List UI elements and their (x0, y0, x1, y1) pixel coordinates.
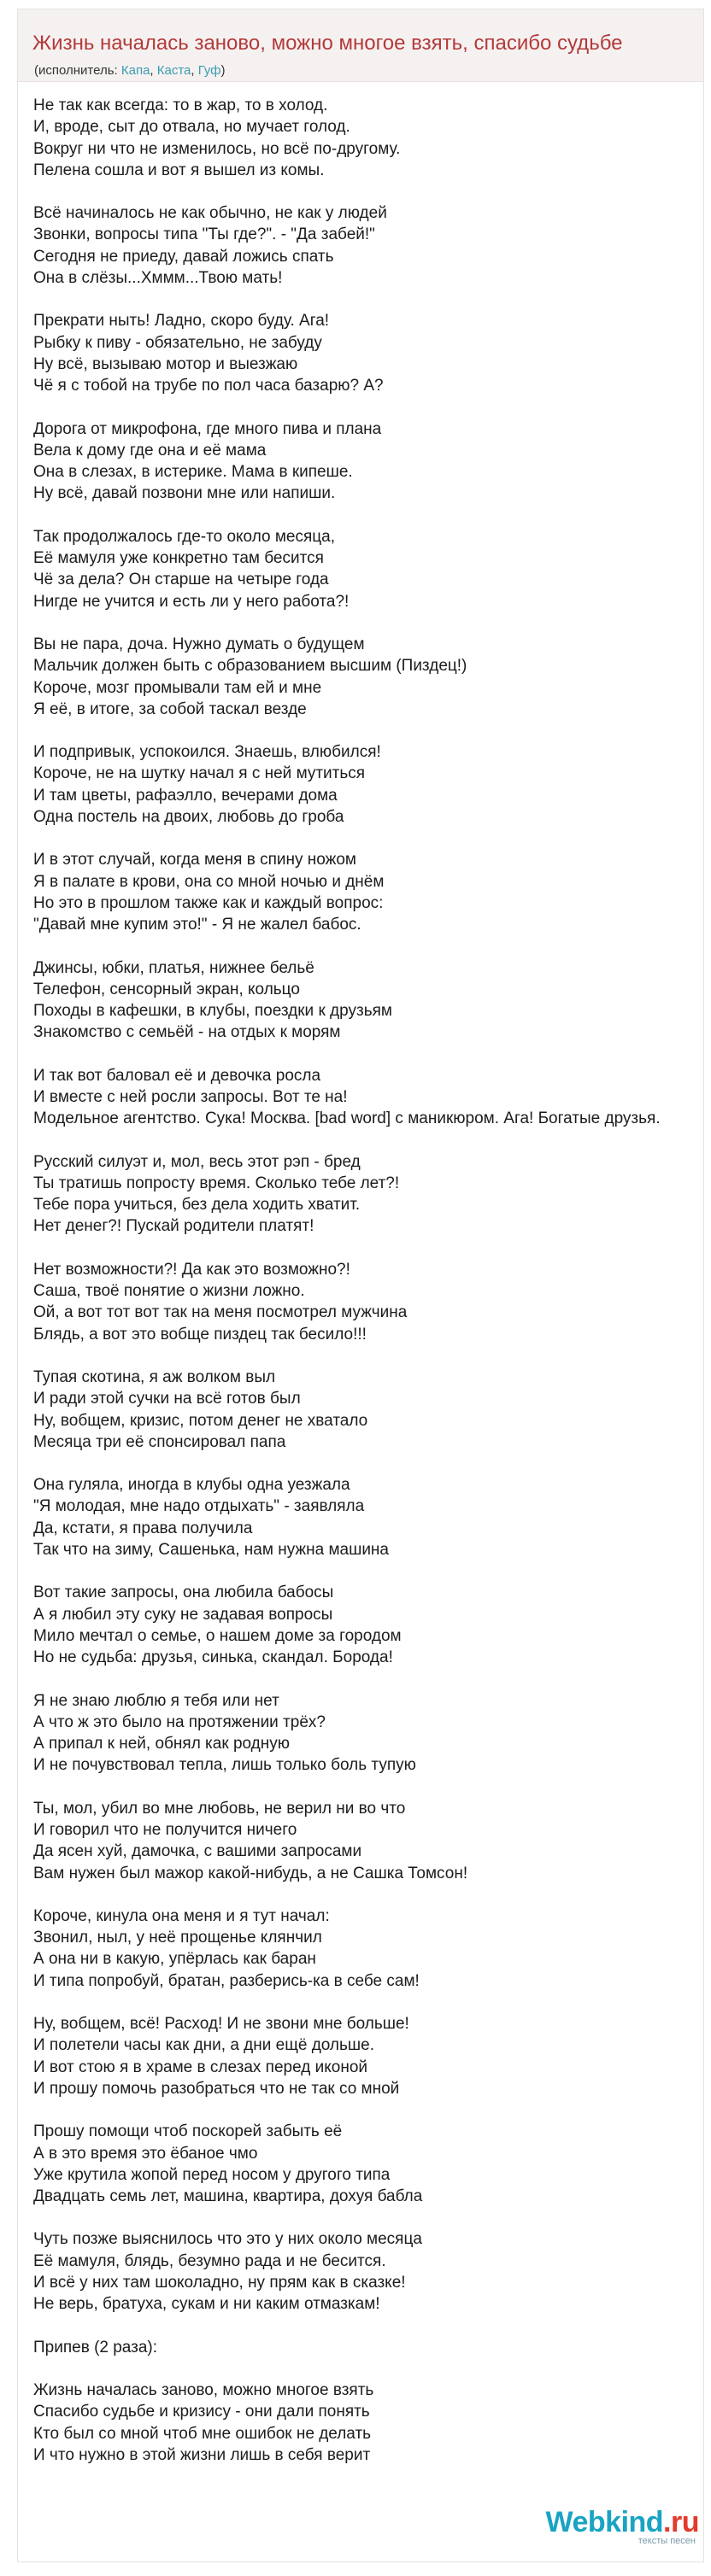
lyric-line: Блядь, а вот это вобще пиздец так бесило!!! (33, 1325, 367, 1344)
lyric-line: А в это время это ёбаное чмо (33, 2144, 258, 2163)
lyric-line: И ради этой сучки на всё готов был (33, 1390, 301, 1408)
lyric-line: Короче, кинула она меня и я тут начал: (33, 1906, 330, 1925)
lyric-line: Вот такие запросы, она любила бабосы (33, 1584, 334, 1602)
lyric-line: Русский силуэт и, мол, весь этот рэп - бред (33, 1152, 361, 1171)
lyric-line: Её мамуля, блядь, безумно рада и не бесится. (33, 2251, 386, 2270)
lyrics-stanza (33, 95, 708, 181)
lyric-line: И всё у них там шоколадно, ну прям как в сказке! (33, 2274, 406, 2292)
lyrics-stanza (33, 1906, 708, 1992)
lyric-line: Я её, в итоге, за собой таскал везде (33, 700, 307, 718)
lyrics-stanza (33, 1690, 708, 1777)
lyrics-stanza (33, 2121, 708, 2207)
logo-name: Webkind (545, 2506, 664, 2538)
lyrics-stanza (33, 1798, 708, 1884)
lyrics-stanza (33, 202, 708, 289)
lyric-line: И там цветы, рафаэлло, вечерами дома (33, 786, 338, 805)
lyrics-stanza (33, 419, 708, 505)
lyric-line: Вела к дому где она и её мама (33, 441, 267, 460)
lyric-line: Одна постель на двоих, любовь до гроба (33, 808, 344, 827)
logo-tld: .ru (663, 2506, 699, 2538)
song-header (18, 9, 703, 82)
lyric-line: Ну всё, давай позвони мне или напиши. (33, 484, 336, 503)
lyrics-stanza (33, 634, 708, 720)
lyric-line: Знакомство с семьёй - на отдых к морям (33, 1023, 341, 1042)
lyric-line: Её мамуля уже конкретно там бесится (33, 549, 324, 568)
lyric-line: Не так как всегда: то в жар, то в холод. (33, 97, 328, 114)
lyric-line: Чуть позже выяснилось что это у них около месяца (33, 2230, 422, 2249)
lyric-line: Но не судьба: друзья, синька, скандал. Борода! (33, 1648, 393, 1667)
lyric-line: Так продолжалось где-то около месяца, (33, 527, 335, 546)
lyric-line: Прекрати ныть! Ладно, скоро буду. Ага! (33, 312, 330, 331)
lyrics-stanza (33, 849, 708, 935)
lyric-line: Но это в прошлом также как и каждый вопрос: (33, 893, 384, 912)
lyrics-text (33, 95, 708, 2487)
lyric-line: Тупая скотина, я аж волком выл (33, 1367, 276, 1386)
lyrics-stanza (33, 1367, 708, 1453)
lyric-line: И, вроде, сыт до отвала, но мучает голод. (33, 118, 350, 137)
lyric-line: И не почувствовал тепла, лишь только боль тупую (33, 1756, 416, 1775)
lyric-line: И полетели часы как дни, а дни ещё дольше. (33, 2036, 375, 2055)
lyric-line: Чё за дела? Он старше на четыре года (33, 571, 329, 589)
lyric-line: Рыбку к пиву - обязательно, не забуду (33, 333, 322, 352)
lyric-line: А припал к ней, обнял как родную (33, 1735, 290, 1753)
logo-wordmark (546, 2506, 700, 2539)
lyrics-page (17, 9, 704, 2562)
lyric-line: А что ж это было на протяжении трёх? (33, 1712, 326, 1731)
lyric-line: Ой, а вот тот вот так на меня посмотрел мужчина (33, 1303, 408, 1322)
performer-link-kapa[interactable]: Капа (120, 63, 150, 78)
lyric-line: Она в слёзы...Хммм...Твою мать! (33, 269, 283, 288)
lyric-line: И так вот баловал её и девочка росла (33, 1066, 321, 1085)
lyric-line: Короче, мозг промывали там ей и мне (33, 678, 322, 697)
lyric-line: Ну, вобщем, всё! Расход! И не звони мне больше! (33, 2015, 409, 2034)
lyric-line: И подпривык, успокоился. Знаешь, влюбился! (33, 743, 381, 762)
lyric-line: Тебе пора учиться, без дела ходить хватит. (33, 1196, 361, 1215)
lyric-line: И вместе с ней росли запросы. Вот те на! (33, 1087, 348, 1106)
lyric-line: "Давай мне купим это!" - Я не жалел бабос. (33, 916, 361, 934)
lyric-line: Так что на зиму, Сашенька, нам нужна машина (33, 1541, 389, 1560)
lyric-line: Чё я с тобой на трубе по пол часа базарю? А? (33, 377, 384, 395)
lyric-line: Звонки, вопросы типа "Ты где?". - "Да забей!" (33, 225, 375, 244)
lyric-line: А я любил эту суку не задавая вопросы (33, 1605, 333, 1624)
lyrics-stanza (33, 2228, 708, 2315)
lyric-line: Ну, вобщем, кризис, потом денег не хватало (33, 1411, 368, 1430)
logo-tagline: тексты песен (638, 2536, 696, 2546)
lyrics-stanza (33, 1259, 708, 1345)
lyric-line: И прошу помочь разобраться что не так со мной (33, 2079, 400, 2098)
lyrics-stanza (33, 2380, 708, 2466)
lyrics-stanza (33, 1151, 708, 1238)
lyric-line: Жизнь началась заново, можно многое взять (33, 2380, 374, 2399)
lyric-line: Телефон, сенсорный экран, кольцо (33, 980, 300, 998)
lyric-line: Ну всё, вызываю мотор и выезжаю (33, 354, 298, 373)
lyric-line: Короче, не на шутку начал я с ней мутиться (33, 764, 366, 783)
lyric-line: Сегодня не приеду, давай ложись спать (33, 247, 334, 266)
lyric-line: Саша, твоё понятие о жизни ложно. (33, 1282, 305, 1301)
page-title: Жизнь началась заново, можно многое взять, спасибо судьбе (32, 32, 623, 55)
lyric-line: Спасибо судьбе и кризису - они дали понять (33, 2403, 370, 2421)
lyric-line: И в этот случай, когда меня в спину ножом (33, 851, 356, 869)
lyric-line: Да, кстати, я права получила (33, 1519, 253, 1537)
lyric-line: Припев (2 раза): (33, 2338, 158, 2356)
performer-prefix: (исполнитель: (34, 63, 121, 78)
lyrics-stanza (33, 526, 708, 612)
lyrics-stanza (33, 1065, 708, 1130)
lyric-line: Ты тратишь попросту время. Сколько тебе лет?! (33, 1174, 400, 1192)
lyric-line: Всё начиналось не как обычно, не как у людей (33, 204, 387, 223)
lyrics-stanza (33, 1582, 708, 1668)
lyrics-stanza (33, 2013, 708, 2099)
lyric-line: Джинсы, юбки, платья, нижнее бельё (33, 958, 314, 977)
performer-link-guf[interactable]: Гуф (197, 63, 221, 78)
lyric-line: Нет денег?! Пускай родители платят! (33, 1217, 314, 1236)
lyric-line: Ты, мол, убил во мне любовь, не верил ни во что (33, 1799, 406, 1818)
lyric-line: Я не знаю люблю я тебя или нет (33, 1691, 279, 1710)
lyric-line: Нет возможности?! Да как это возможно?! (33, 1260, 350, 1279)
performer-link-kasta[interactable]: Каста (156, 63, 191, 78)
lyric-line: Она гуляла, иногда в клубы одна уезжала (33, 1476, 350, 1495)
lyric-line: Пелена сошла и вот я вышел из комы. (33, 161, 325, 179)
lyrics-stanza (33, 957, 708, 1044)
lyric-line: Мило мечтал о семье, о нашем доме за городом (33, 1626, 402, 1645)
lyric-line: Звонил, ныл, у неё прощенье клянчил (33, 1929, 322, 1947)
site-logo[interactable] (546, 2506, 700, 2546)
lyric-line: Уже крутила жопой перед носом у другого типа (33, 2165, 391, 2184)
lyric-line: Прошу помощи чтоб поскорей забыть её (33, 2122, 343, 2141)
lyric-line: Модельное агентство. Сука! Москва. [bad word] с маникюром. Ага! Богатые друзья. (33, 1109, 661, 1128)
lyric-line: Походы в кафешки, в клубы, поездки к друзьям (33, 1002, 392, 1021)
performer-line: (исполнитель: Капа, Каста, Гуф) (34, 63, 226, 78)
lyrics-stanza (33, 310, 708, 396)
lyric-line: Нигде не учится и есть ли у него работа?! (33, 592, 350, 611)
lyric-line: "Я молодая, мне надо отдыхать" - заявляла (33, 1497, 365, 1516)
lyrics-stanza (33, 2337, 708, 2358)
lyric-line: А она ни в какую, упёрлась как баран (33, 1950, 316, 1969)
lyric-line: И что нужно в этой жизни лишь в себя верит (33, 2445, 371, 2464)
performer-suffix: ) (220, 63, 226, 78)
lyric-line: И говорил что не получится ничего (33, 1821, 297, 1839)
lyrics-stanza (33, 741, 708, 828)
lyric-line: Кто был со мной чтоб мне ошибок не делать (33, 2424, 372, 2443)
lyric-line: Месяца три её спонсировал папа (33, 1432, 286, 1451)
lyric-line: Вокруг ни что не изменилось, но всё по-другому. (33, 139, 401, 158)
lyric-line: И типа попробуй, братан, разберись-ка в себе сам! (33, 1971, 420, 1990)
lyric-line: И вот стою я в храме в слезах перед иконой (33, 2058, 367, 2076)
lyric-line: Дорога от микрофона, где много пива и плана (33, 419, 382, 438)
lyric-line: Мальчик должен быть с образованием высшим (Пиздец!) (33, 657, 467, 676)
lyric-line: Да ясен хуй, дамочка, с вашими запросами (33, 1842, 362, 1861)
lyric-line: Я в палате в крови, она со мной ночью и днём (33, 872, 385, 891)
lyric-line: Двадцать семь лет, машина, квартира, дохуя бабла (33, 2187, 423, 2206)
lyric-line: Вы не пара, доча. Нужно думать о будущем (33, 635, 365, 653)
lyric-line: Не верь, братуха, сукам и ни каким отмазкам! (33, 2295, 380, 2314)
lyric-line: Она в слезах, в истерике. Мама в кипеше. (33, 463, 353, 482)
lyrics-stanza (33, 1474, 708, 1560)
lyric-line: Вам нужен был мажор какой-нибудь, а не Сашка Томсон! (33, 1864, 468, 1882)
